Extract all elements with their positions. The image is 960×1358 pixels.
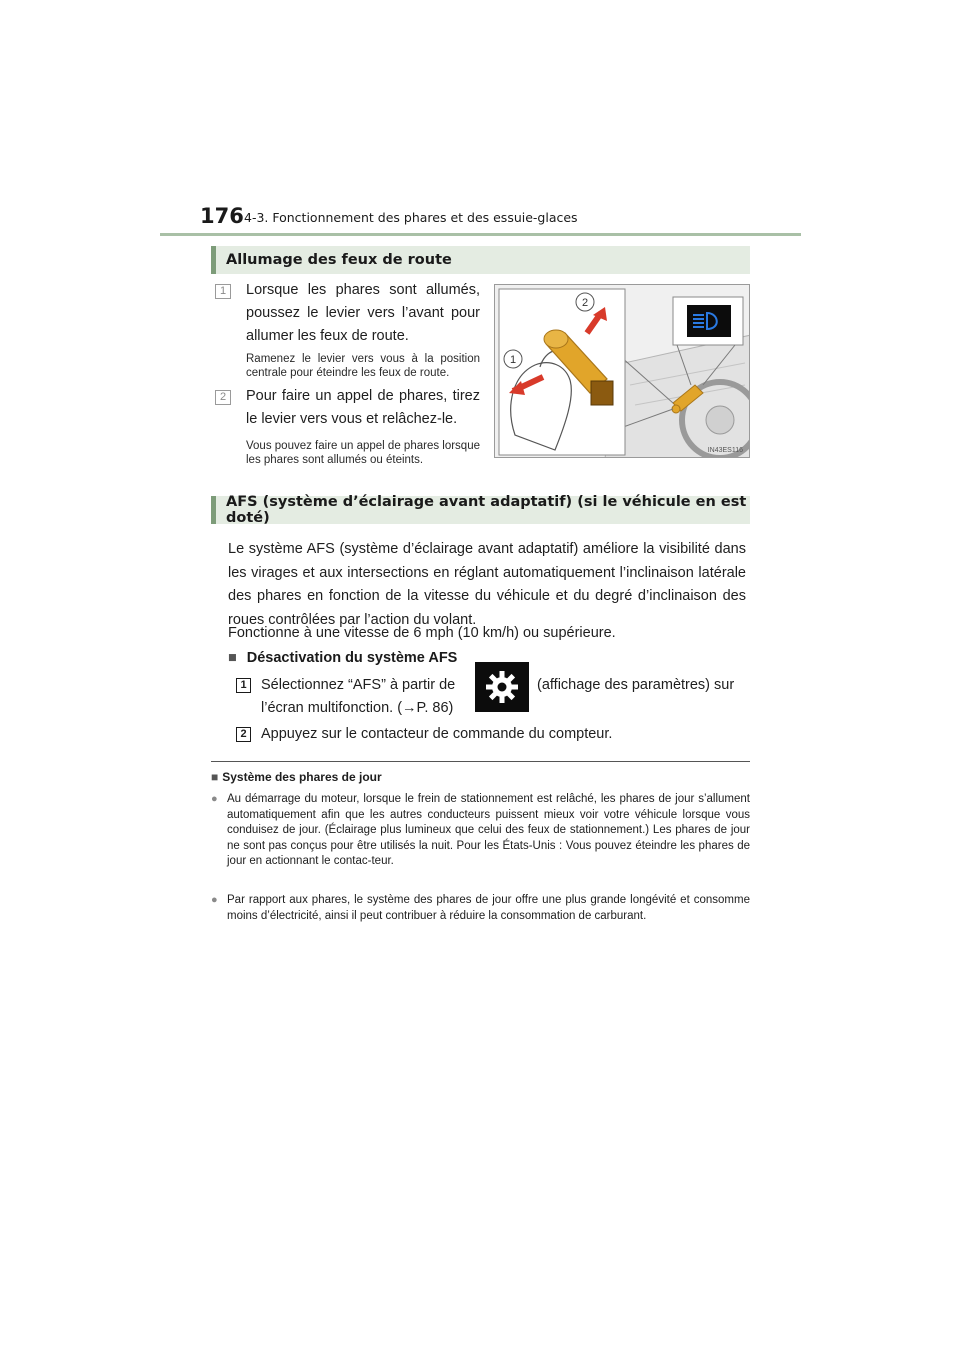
notes-heading — [211, 770, 382, 784]
square-bullet: ■ — [228, 650, 237, 666]
afs-speed-note: Fonctionne à une vitesse de 6 mph (10 km/h) ou supérieure. — [228, 625, 616, 641]
running-header: 4-3. Fonctionnement des phares et des essuie-glaces — [244, 210, 578, 225]
header-rule — [160, 233, 801, 236]
afs-step-number-2: 2 — [236, 727, 251, 742]
lever-illustration — [494, 284, 750, 458]
callout-1: 1 — [509, 354, 517, 366]
square-bullet: ■ — [211, 770, 219, 784]
page-number: 176 — [200, 204, 244, 228]
step-number-1: 1 — [215, 284, 231, 299]
lever-illustration-drawing — [495, 285, 750, 458]
section-heading-afs — [211, 496, 750, 524]
section-title: Allumage des feux de route — [226, 252, 452, 268]
subheading-afs-deactivation — [228, 650, 457, 666]
afs-step-number-1: 1 — [236, 678, 251, 693]
notes-heading-text: Système des phares de jour — [222, 770, 382, 784]
afs-step-2-text: Appuyez sur le contacteur de commande du compteur. — [261, 726, 613, 742]
note-bullet-2-text: Par rapport aux phares, le système des phares de jour offre une plus grande longévité et consomme moins d’électricité, ainsi il peut contribuer à réduire la consommation de carburant. — [227, 894, 750, 922]
bullet-dot-icon: ● — [211, 894, 218, 906]
callout-2: 2 — [581, 297, 589, 309]
step-2-text: Pour faire un appel de phares, tirez le levier vers vous et relâchez-le. — [246, 388, 480, 427]
step-2-note: Vous pouvez faire un appel de phares lorsque les phares sont allumés ou éteints. — [246, 440, 480, 466]
afs-step-1-part-b: (affichage des paramètres) sur — [537, 677, 735, 693]
note-bullet-1-text: Au démarrage du moteur, lorsque le frein de stationnement est relâché, les phares de jour s’allument automatiquement afin que les autres conducteurs puissent mieux voir votre véhicule lorsque vous conduisez de jour. (Éclairage plus lumineux que celui des feux de stationnement.) Les phares de jour ne sont pas conçus pour être utilisés la nuit. Pour les États-Unis : Vous pouvez éteindre les phares de jour en actionnant le contac-teur. — [227, 793, 750, 867]
afs-step-1-part-c: l’écran multifonction. (→P. 86) — [261, 700, 454, 716]
settings-display-icon-box — [475, 662, 529, 712]
bullet-dot-icon: ● — [211, 793, 218, 805]
step-1-note: Ramenez le levier vers vous à la position centrale pour éteindre les feux de route. — [246, 353, 480, 379]
section-heading-high-beam — [211, 246, 750, 274]
notes-divider — [211, 761, 750, 762]
subheading-text: Désactivation du système AFS — [246, 650, 458, 666]
note-bullet-2 — [211, 893, 750, 924]
afs-step-1-part-a: Sélectionnez “AFS” à partir de — [261, 677, 456, 693]
section-title: AFS (système d’éclairage avant adaptatif) (si le véhicule en est doté) — [226, 494, 747, 526]
step-1-text: Lorsque les phares sont allumés, poussez le levier vers l’avant pour allumer les feux de route. — [246, 282, 480, 344]
figure-code: IN43ES116 — [707, 447, 743, 454]
gear-icon — [485, 670, 519, 704]
afs-description: Le système AFS (système d’éclairage avant adaptatif) améliore la visibilité dans les virages et aux intersections en réglant automatiquement l’inclinaison latérale des phares en fonction de la vitesse du véhicule et du degré d’inclinaison des roues contrôlées par l’action du volant. — [228, 541, 746, 628]
step-number-2: 2 — [215, 390, 231, 405]
note-bullet-1 — [211, 792, 750, 870]
